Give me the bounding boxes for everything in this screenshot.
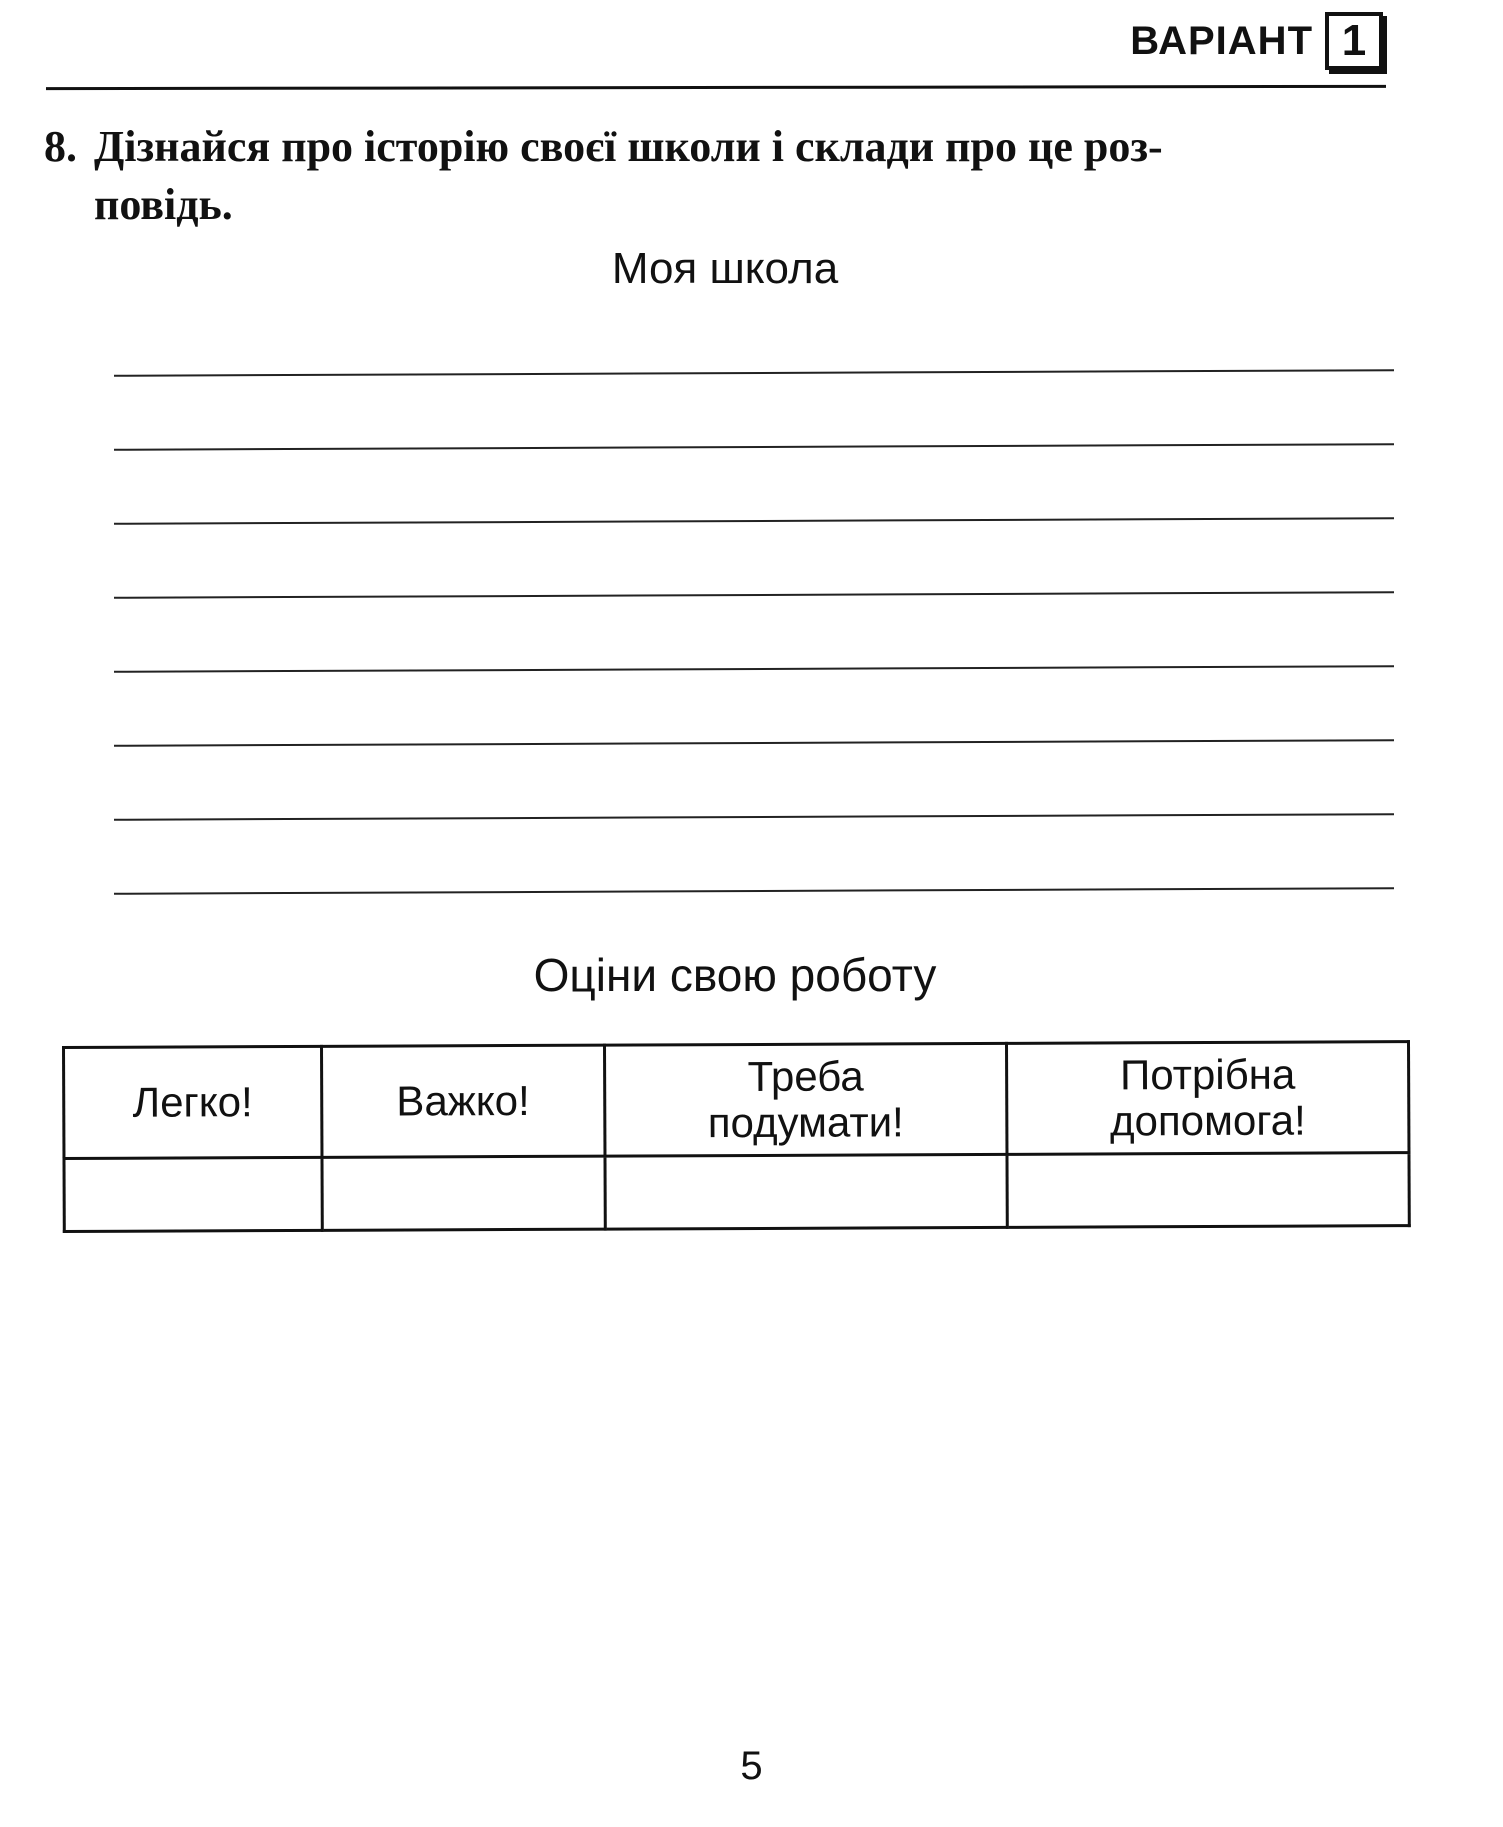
rating-header-hard <box>321 1045 604 1157</box>
rating-cell-easy[interactable] <box>64 1157 322 1231</box>
page-number: 5 <box>740 1744 763 1788</box>
task-line-1 <box>44 118 1404 176</box>
rating-title: Оціни свою роботу <box>533 949 937 1001</box>
rating-header-think-line2: подумати! <box>707 1098 904 1147</box>
rating-cell-help[interactable] <box>1007 1153 1409 1228</box>
variant-header <box>1130 12 1383 70</box>
rating-header-think <box>604 1043 1007 1156</box>
task-instruction <box>44 118 1404 234</box>
writing-line[interactable] <box>114 813 1394 821</box>
writing-line[interactable] <box>114 369 1394 377</box>
writing-line[interactable] <box>114 887 1394 895</box>
writing-line[interactable] <box>114 739 1394 747</box>
self-rating-table <box>62 1040 1411 1233</box>
task-number: 8. <box>44 122 77 171</box>
task-text-line-2: повідь. <box>94 180 233 229</box>
header-rule <box>46 85 1386 90</box>
task-text-line-1: Дізнайся про історію своєї школи і склади про це роз- <box>94 122 1163 171</box>
rating-cell-hard[interactable] <box>322 1156 605 1230</box>
story-title: Моя школа <box>611 244 839 293</box>
rating-header-help-line1: Потрібна <box>1120 1050 1296 1099</box>
rating-header-easy-line1: Легко! <box>132 1078 253 1126</box>
rating-answer-row <box>64 1153 1409 1232</box>
variant-number-box: 1 <box>1325 12 1383 70</box>
rating-header-hard-line1: Важко! <box>396 1076 530 1125</box>
writing-line[interactable] <box>114 591 1394 599</box>
writing-line[interactable] <box>114 517 1394 525</box>
rating-header-think-line1: Треба <box>747 1052 864 1101</box>
writing-line[interactable] <box>114 443 1394 451</box>
rating-header-help <box>1007 1042 1409 1155</box>
rating-header-help-line2: допомога! <box>1110 1096 1306 1145</box>
writing-line[interactable] <box>114 665 1394 673</box>
task-line-2 <box>44 176 1404 234</box>
writing-lines <box>114 372 1394 964</box>
rating-header-row <box>64 1042 1409 1159</box>
rating-cell-think[interactable] <box>605 1154 1008 1229</box>
rating-header-easy <box>64 1046 322 1158</box>
variant-label: ВАРІАНТ <box>1130 18 1313 63</box>
